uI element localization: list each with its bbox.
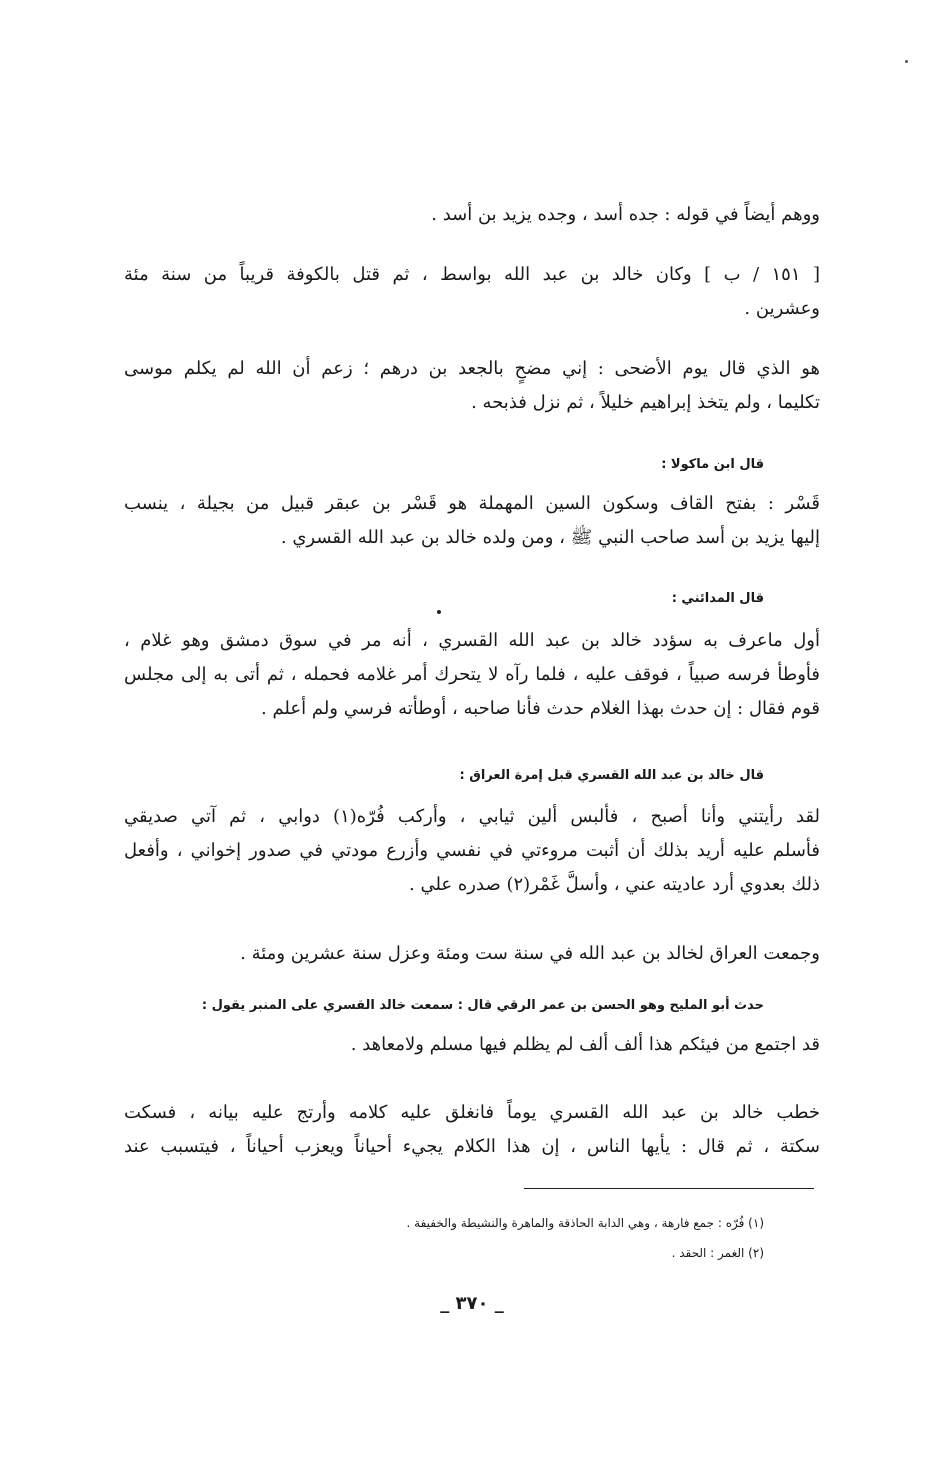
paragraph-raaytuni [124,800,820,902]
paragraph-wasit [124,258,820,326]
footnote-2: (٢) الغمر : الحقد . [671,1246,764,1260]
scan-speck [437,610,441,614]
paragraph-iraq [124,937,820,971]
paragraph-qasr [124,487,820,555]
text-line: إليها يزيد بن أسد صاحب النبي ﷺ ، ومن ولده خالد بن عبد الله القسري . [280,527,820,548]
paragraph-wahm [124,198,820,232]
text-line: فأسلم عليه أريد بذلك أن أثبت مروءتي في نفسي وأزرع مودتي في صدور إخواني ، وأفعل [124,840,820,861]
footnote-1: (١) فُرّه : جمع فارهة ، وهي الدابة الحاذقة والماهرة والنشيطة والخفيفة . [406,1216,764,1230]
paragraph-fay [124,1028,820,1062]
text-line: [ ١٥١ / ب ] وكان خالد بن عبد الله بواسط ، ثم قتل بالكوفة قريباً من سنة مئة [124,264,820,285]
text-line: قوم فقال : إن حدث بهذا الغلام حدث فأنا صاحبه ، أوطأته فرسي ولم أعلم . [261,698,820,719]
scan-speck [905,60,908,63]
paragraph-khutba [124,1096,820,1164]
text-line: سكتة ، ثم قال : يأيها الناس ، إن هذا الكلام يجيء أحياناً ويعزب أحياناً ، فيتسبب عند [124,1136,820,1157]
text-line: فأوطأ فرسه صبياً ، فوقف عليه ، فلما رآه لا يتحرك أمر غلامه فحمله ، ثم أتى به إلى مجلس [124,664,820,685]
paragraph-adha [124,352,820,420]
text-line: قد اجتمع من فيئكم هذا ألف ألف لم يظلم فيها مسلم ولامعاهد . [350,1034,820,1055]
text-line: خطب خالد بن عبد الله القسري يوماً فانغلق عليه كلامه وأرتج عليه بيانه ، فسكت [124,1102,820,1123]
text-line: ذلك بعدوي أرد عاديته عني ، وأسلَّ غَمْر(٢) صدره علي . [409,874,820,895]
footnote-separator [524,1188,814,1189]
heading-khalid-qawl: قال خالد بن عبد الله القسري قبل إمرة العراق : [459,768,764,783]
text-line: تكليما ، ولم يتخذ إبراهيم خليلاً ، ثم نزل فذبحه . [471,392,820,413]
text-line: هو الذي قال يوم الأضحى : إني مضحٍ بالجعد بن درهم ؛ زعم أن الله لم يكلم موسى [124,358,820,379]
text-line: وجمعت العراق لخالد بن عبد الله في سنة ست ومئة وعزل سنة عشرين ومئة . [240,943,820,964]
page-number: _ ٣٧٠ _ [440,1293,504,1314]
text-line: لقد رأيتني وأنا أصبح ، فألبس ألين ثيابي ، وأركب فُرّه(١) دوابي ، ثم آتي صديقي [124,806,820,827]
paragraph-sudad [124,624,820,726]
text-line: وعشرين . [744,298,820,319]
text-line: قَسْر : بفتح القاف وسكون السين المهملة هو قَسْر بن عبقر قبيل من بجيلة ، ينسب [124,493,820,514]
text-line: ووهم أيضاً في قوله : جده أسد ، وجده يزيد بن أسد . [431,204,820,225]
heading-ibn-makula: قال ابن ماكولا : [661,457,764,472]
heading-abu-malih: حدث أبو المليح وهو الحسن بن عمر الرقي قال : سمعت خالد القسري على المنبر يقول : [201,998,764,1013]
heading-madaini: قال المدائني : [671,591,764,606]
text-line: أول ماعرف به سؤدد خالد بن عبد الله القسري ، أنه مر في سوق دمشق وهو غلام ، [124,630,820,651]
